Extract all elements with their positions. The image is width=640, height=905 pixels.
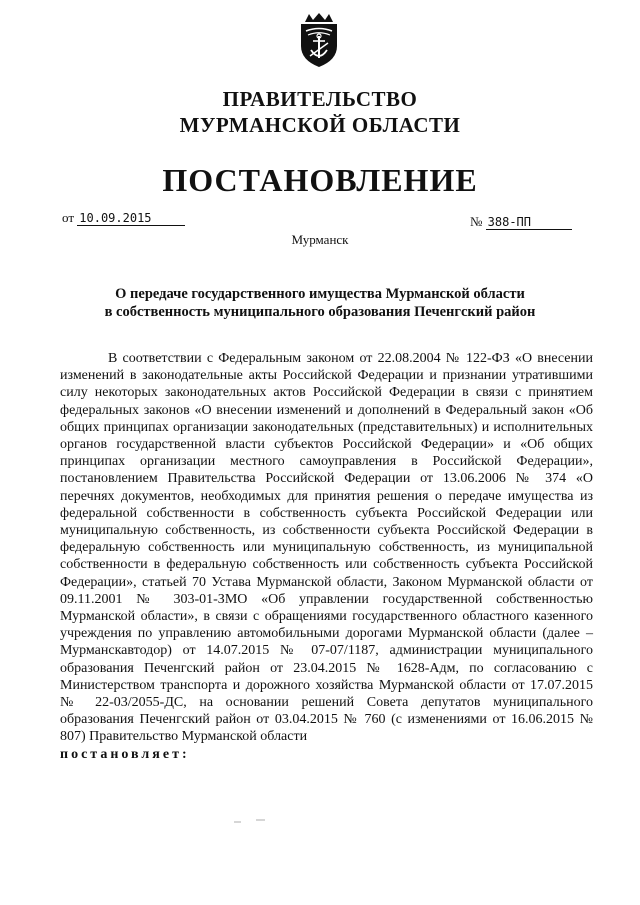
preamble-paragraph [60,350,593,763]
organization-name-line-1: ПРАВИТЕЛЬСТВО [222,87,418,111]
city: Мурманск [291,232,349,247]
resolves-verb: постановляет: [60,746,190,762]
document-number [470,214,572,230]
organization-name-line-2: МУРМАНСКОЙ ОБЛАСТИ [179,113,461,137]
document-date [62,210,185,226]
document-title [60,285,580,321]
title-line-1: О передаче государственного имущества Мурманской области [115,286,525,302]
date-prefix: от [62,210,75,225]
document-type: ПОСТАНОВЛЕНИЕ [162,162,478,198]
number-prefix: № [470,214,483,229]
number-value: 388-ПП [486,215,572,230]
title-line-2: в собственность муниципального образования Печенгский район [104,304,536,320]
date-value: 10.09.2015 [77,211,185,226]
scan-mark [232,818,272,824]
preamble-text: В соответствии с Федеральным законом от 22.08.2004 № 122-ФЗ «О внесении изменений в законодательные акты Российской Федерации и признании утратившими силу некоторых законодательных актов Российской Федерации в связи с принятием федеральных законов «О внесении изменений и дополнений в Федеральный закон «Об общих принципах организации законодательных (представительных) и исполнительных органов государственной власти субъектов Российской Федерации» и «Об общих принципах организации местного самоуправления в Российской Федерации», постановлением Правительства Российской Федерации от 13.06.2006 № 374 «О перечнях документов, необходимых для принятия решения о передаче имущества из федеральной собственности в собственность субъекта Российской Федерации или муниципальную собственность, из собственности субъекта Российской Федерации в федеральную собственность или муниципальную собственность, из муниципальной собственности в федеральную собственность или собственность субъекта Российской Федерации», статьей 70 Устава Мурманской области, Законом Мурманской области от 09.11.2001 № 303-01-ЗМО «Об управлении государственной собственностью Мурманской области», в связи с обращениями государственного областного казенного учреждения по управлению автомобильными дорогами Мурманской области (далее – Мурманскавтодор) от 14.07.2015 № 07-07/1187, администрации муниципального образования Печенгский район от 23.04.2015 № 1628-Адм, по согласованию с Министерством транспорта и дорожного хозяйства Мурманской области от 17.07.2015 № 22-03/2055-ДС, на основании решений Совета депутатов муниципального образования Печенгский район от 03.04.2015 № 760 (с изменениями от 16.06.2015 № 807) Правительство Мурманской области [60,351,593,745]
coat-of-arms-icon [297,12,341,68]
